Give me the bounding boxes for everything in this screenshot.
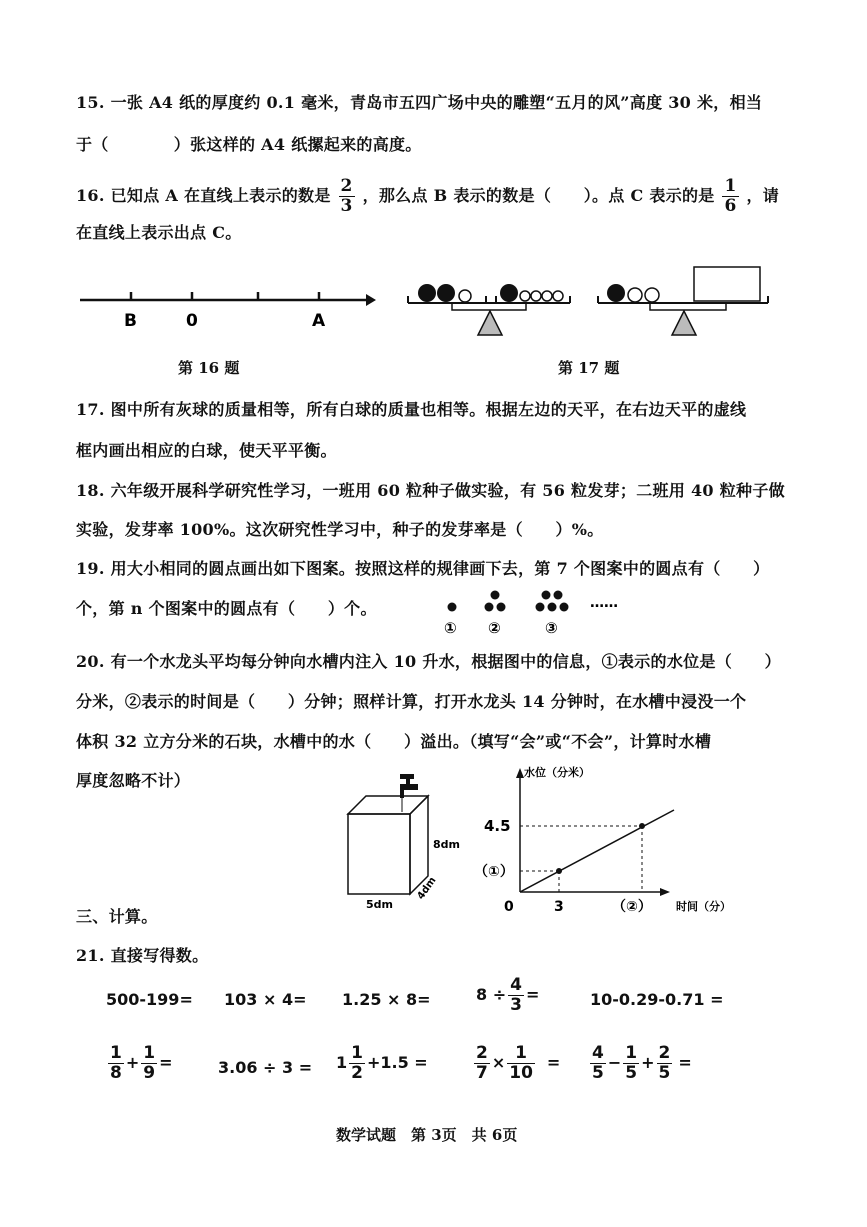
label-a: A [312,311,326,331]
graph-x-marker: （②） [612,899,652,915]
tank-depth-label: 4dm [415,875,439,902]
calc-r2-c3-whole: 1 [336,1053,348,1072]
calc-r2-c5-eq: = [678,1053,692,1072]
graph-point-2 [639,823,645,829]
calc-r2-c1 [106,1045,173,1082]
q16-fraction-c [722,178,738,215]
calc-r2-c5-frac-b [623,1045,639,1082]
calc-r2-c1-b-den: 9 [143,1063,156,1083]
calc-r1-c2: 103 × 4= [224,990,307,1009]
calc-r2-c1-frac-b [141,1045,157,1082]
graph-x-tick: 3 [554,899,564,915]
calc-r1-c4-fraction [508,977,524,1014]
calc-r2-c4-a-num: 2 [476,1043,488,1063]
page-footer: 数学试题 第 3页 共 6页 [336,1126,518,1144]
calc-r2-c3 [336,1045,428,1082]
q17-line1: 17. 图中所有灰球的质量相等，所有白球的质量也相等。根据左边的天平，在右边天平的虚线 [76,400,747,419]
q21-title: 21. 直接写得数。 [76,946,209,965]
label-b: B [124,311,137,331]
pattern-3 [536,591,569,612]
q15-line2: 于（ ）张这样的 A4 纸摞起来的高度。 [76,135,422,154]
water-tank-figure [340,768,460,910]
q15-line1: 15. 一张 A4 纸的厚度约 0.1 毫米，青岛市五四广场中央的雕塑“五月的风”高度 30 米，相当 [76,93,763,112]
calc-r1-c1: 500-199= [106,990,193,1009]
answer-box [694,267,760,301]
calc-r2-c5-c-den: 5 [658,1063,671,1083]
q16-text-part2: ，那么点 B 表示的数是（ ）。点 C 表示的是 [362,186,715,205]
q16-frac-a-num: 2 [340,176,353,196]
calc-r2-c3-num: 1 [351,1043,363,1063]
calc-r2-c4 [472,1045,560,1082]
pattern-label-2: ② [488,619,501,637]
left-balance [408,284,570,335]
graph-point-1 [556,868,562,874]
tank-width-label: 5dm [366,898,393,910]
calc-r1-c3: 1.25 × 8= [342,990,431,1009]
calc-r2-c4-b-den: 10 [509,1063,533,1083]
water-level-graph [468,764,748,916]
pattern-1 [448,603,457,612]
q18-line2: 实验，发芽率 100%。这次研究性学习中，种子的发芽率是（ ）%。 [76,520,604,539]
q16-text-part3: ，请 [746,186,780,205]
calc-r2-c5-op1: − [607,1053,622,1072]
calc-r1-c4 [476,977,539,1014]
calc-r2-c1-eq: = [159,1053,173,1072]
calc-r2-c1-a-num: 1 [110,1043,122,1063]
calc-r1-c4-num: 4 [510,975,522,995]
pattern-label-1: ① [444,619,457,637]
q17-caption: 第 17 题 [558,359,620,377]
q20-line4: 厚度忽略不计） [76,771,191,790]
faucet-icon [400,774,418,812]
balance-figure [402,262,774,342]
graph-y-marker: （①） [474,864,514,880]
tank-height-label: 8dm [433,838,460,851]
pattern-ellipsis: …… [590,595,618,611]
calc-r2-c1-op: + [125,1053,140,1072]
calc-r1-c4-den: 3 [510,995,522,1015]
calc-r2-c1-frac-a [108,1045,124,1082]
calc-r2-c2: 3.06 ÷ 3 = [218,1058,313,1077]
calc-r2-c5-frac-c [657,1045,673,1082]
right-balance [598,267,768,335]
graph-line [520,810,674,892]
calc-r2-c4-frac-a [474,1045,490,1082]
calc-r2-c4-op: × [491,1053,506,1072]
q16-line2: 在直线上表示出点 C。 [76,223,242,242]
calc-r2-c4-a-den: 7 [476,1063,488,1083]
section-3-title: 三、计算。 [76,907,158,926]
q18-line1: 18. 六年级开展科学研究性学习，一班用 60 粒种子做实验，有 56 粒发芽；二班用 40 粒种子做 [76,481,785,500]
calc-r2-c5-a-num: 4 [592,1043,604,1063]
q16-frac-c-den: 6 [724,196,737,216]
q20-line2: 分米，②表示的时间是（ ）分钟；照样计算，打开水龙头 14 分钟时，在水槽中浸没一个 [76,692,747,711]
calc-r2-c4-eq: = [546,1053,561,1072]
graph-y-label: 水位（分米） [524,766,590,779]
q17-line2: 框内画出相应的白球，使天平平衡。 [76,441,337,460]
calc-r2-c5-frac-a [590,1045,606,1082]
calc-r2-c5-c-num: 2 [658,1043,671,1063]
q16-text-part1: 16. 已知点 A 在直线上表示的数是 [76,186,331,205]
number-line-figure [76,282,376,332]
calc-r2-c3-frac [349,1045,365,1082]
calc-r1-c4-post: = [525,985,540,1004]
pattern-label-3: ③ [545,619,558,637]
calc-r2-c1-a-den: 8 [110,1063,122,1083]
label-zero: 0 [186,311,198,331]
calc-r2-c5-b-den: 5 [625,1063,638,1083]
q16-frac-a-den: 3 [340,196,353,216]
dot-pattern-figure [438,585,638,640]
graph-origin: 0 [504,899,514,915]
calc-r2-c3-den: 2 [351,1063,363,1083]
calc-r1-c4-pre: 8 ÷ [476,985,507,1004]
q19-line2: 个，第 n 个图案中的圆点有（ ）个。 [76,599,377,618]
calc-r2-c4-b-num: 1 [507,1045,535,1064]
q16-caption: 第 16 题 [178,359,240,377]
graph-x-label: 时间（分） [676,900,731,913]
calc-r2-c1-b-num: 1 [143,1043,156,1063]
q16-fraction-a [339,178,355,215]
calc-r2-c5-op2: + [641,1053,655,1072]
calc-r2-c4-frac-b [507,1045,535,1082]
graph-y-tick: 4.5 [484,817,511,835]
q19-line1: 19. 用大小相同的圆点画出如下图案。按照这样的规律画下去，第 7 个图案中的圆点有（ ） [76,559,770,578]
calc-r2-c5-a-den: 5 [592,1063,604,1083]
calc-r2-c3-rest: +1.5 = [366,1053,428,1072]
q16-frac-c-num: 1 [724,176,737,196]
calc-r2-c5 [588,1045,692,1082]
calc-r2-c5-b-num: 1 [625,1043,638,1063]
calc-r1-c5: 10-0.29-0.71 = [590,990,724,1009]
pattern-2 [485,591,506,612]
q20-line3: 体积 32 立方分米的石块，水槽中的水（ ）溢出。（填写“会”或“不会”，计算时水槽 [76,732,712,751]
q20-line1: 20. 有一个水龙头平均每分钟向水槽内注入 10 升水，根据图中的信息，①表示的水位是（ ） [76,652,781,671]
q16-line1 [76,178,779,215]
